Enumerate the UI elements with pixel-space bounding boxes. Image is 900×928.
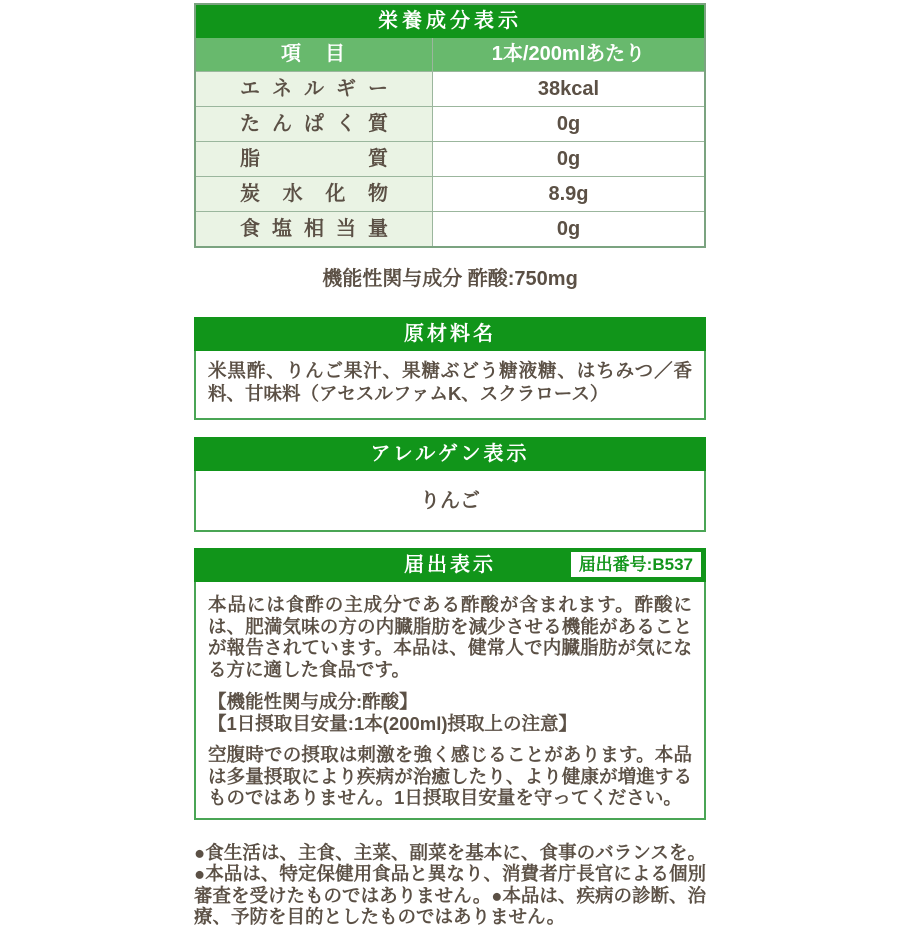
daily-intake-line: 【1日摂取目安量:1本(200ml)摂取上の注意】 [208,712,578,734]
nutrition-table-title: 栄養成分表示 [196,5,704,38]
footer-disclaimer: ●食生活は、主食、主菜、副菜を基本に、食事のバランスを。●本品は、特定保健用食品と異なり、消費者庁長官による個別審査を受けたものではありません。●本品は、疾病の診断、治療、予防を目的としたものではありません。 [194,841,706,927]
row-value: 0g [433,107,704,141]
caution-paragraph: 空腹時での摂取は刺激を強く感じることがあります。本品は多量摂取により疾病が治癒したり、より健康が増進するものではありません。1日摂取目安量を守ってください。 [208,744,692,808]
row-label: 食塩相当量 [196,212,433,246]
functional-ingredient-line: 【機能性関与成分:酢酸】 [208,691,418,712]
allergen-title: アレルゲン表示 [194,437,706,471]
row-label: 脂質 [196,142,433,176]
allergen-section [194,437,706,532]
notification-number-badge: 届出番号:B537 [571,552,701,577]
row-value: 0g [433,212,704,246]
table-row-fat [196,141,704,176]
notification-title: 届出表示 [404,554,496,576]
product-label-sheet [194,0,706,928]
row-value: 38kcal [433,72,704,106]
allergen-body: りんご [194,471,706,532]
table-row-energy [196,71,704,106]
row-label: たんぱく質 [196,107,433,141]
notification-section [194,548,706,820]
ingredients-title: 原材料名 [194,317,706,351]
ingredients-body: 米黒酢、りんご果汁、果糖ぶどう糖液糖、はちみつ／香料、甘味料（アセスルファムK、スクラロース） [194,351,706,420]
nutrition-table [194,3,706,248]
notification-body [194,582,706,820]
notification-title-bar [194,548,706,582]
table-row-protein [196,106,704,141]
row-label: 炭水化物 [196,177,433,211]
ingredients-section [194,317,706,420]
column-header-item: 項 目 [196,38,433,71]
row-label: エネルギー [196,72,433,106]
table-row-carbohydrate [196,176,704,211]
nutrition-header-row [196,38,704,71]
column-header-amount: 1本/200mlあたり [491,43,646,65]
notification-claim-paragraph: 本品には食酢の主成分である酢酸が含まれます。酢酸には、肥満気味の方の内臓脂肪を減少させる機能があることが報告されています。本品は、健常人で内臓脂肪が気になる方に適した食品です。 [208,594,692,680]
row-value: 8.9g [433,177,704,211]
table-row-salt [196,211,704,246]
row-value: 0g [433,142,704,176]
functional-ingredient-note: 機能性関与成分 酢酸:750mg [322,268,578,290]
